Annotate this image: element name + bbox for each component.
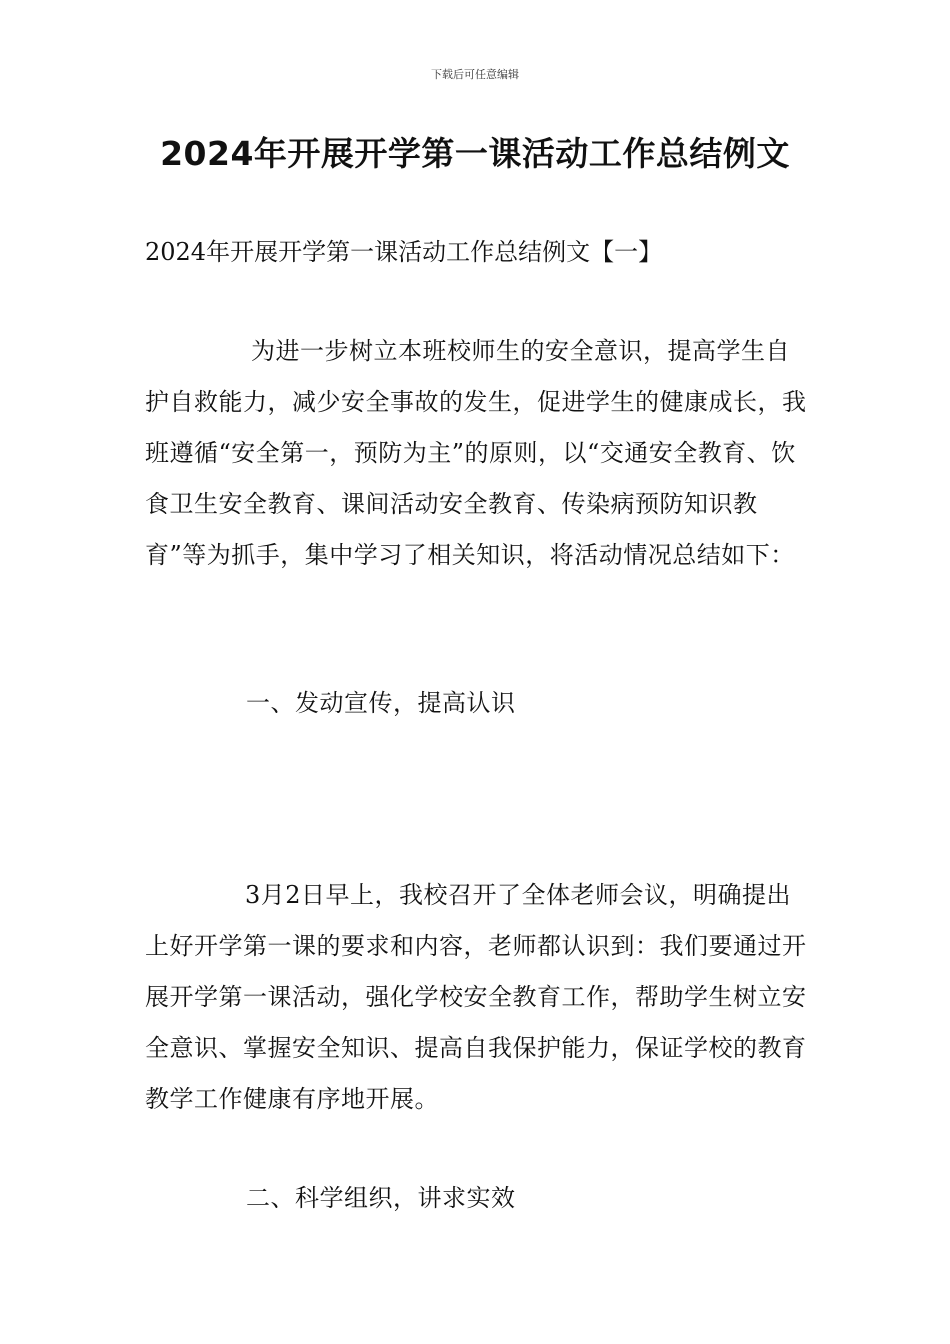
- section-heading-1: 一、发动宣传，提高认识: [246, 689, 516, 717]
- document-title: 2024年开展开学第一课活动工作总结例文: [160, 134, 790, 173]
- header-note: 下载后可任意编辑: [431, 68, 519, 81]
- document-subtitle: 2024年开展开学第一课活动工作总结例文【一】: [145, 238, 663, 266]
- paragraph-intro: 为进一步树立本班校师生的安全意识，提高学生自护自救能力，减少安全事故的发生，促进学生的健康成长，我班遵循“安全第一，预防为主”的原则，以“交通安全教育、饮食卫生安全教育、课间活动安全教育、传染病预防知识教育”等为抓手，集中学习了相关知识，将活动情况总结如下：: [145, 337, 807, 569]
- section-heading-2: 二、科学组织，讲求实效: [246, 1184, 516, 1212]
- paragraph-meeting: 3月2日早上，我校召开了全体老师会议，明确提出上好开学第一课的要求和内容，老师都认识到：我们要通过开展开学第一课活动，强化学校安全教育工作，帮助学生树立安全意识、掌握安全知识、提高自我保护能力，保证学校的教育教学工作健康有序地开展。: [145, 881, 807, 1113]
